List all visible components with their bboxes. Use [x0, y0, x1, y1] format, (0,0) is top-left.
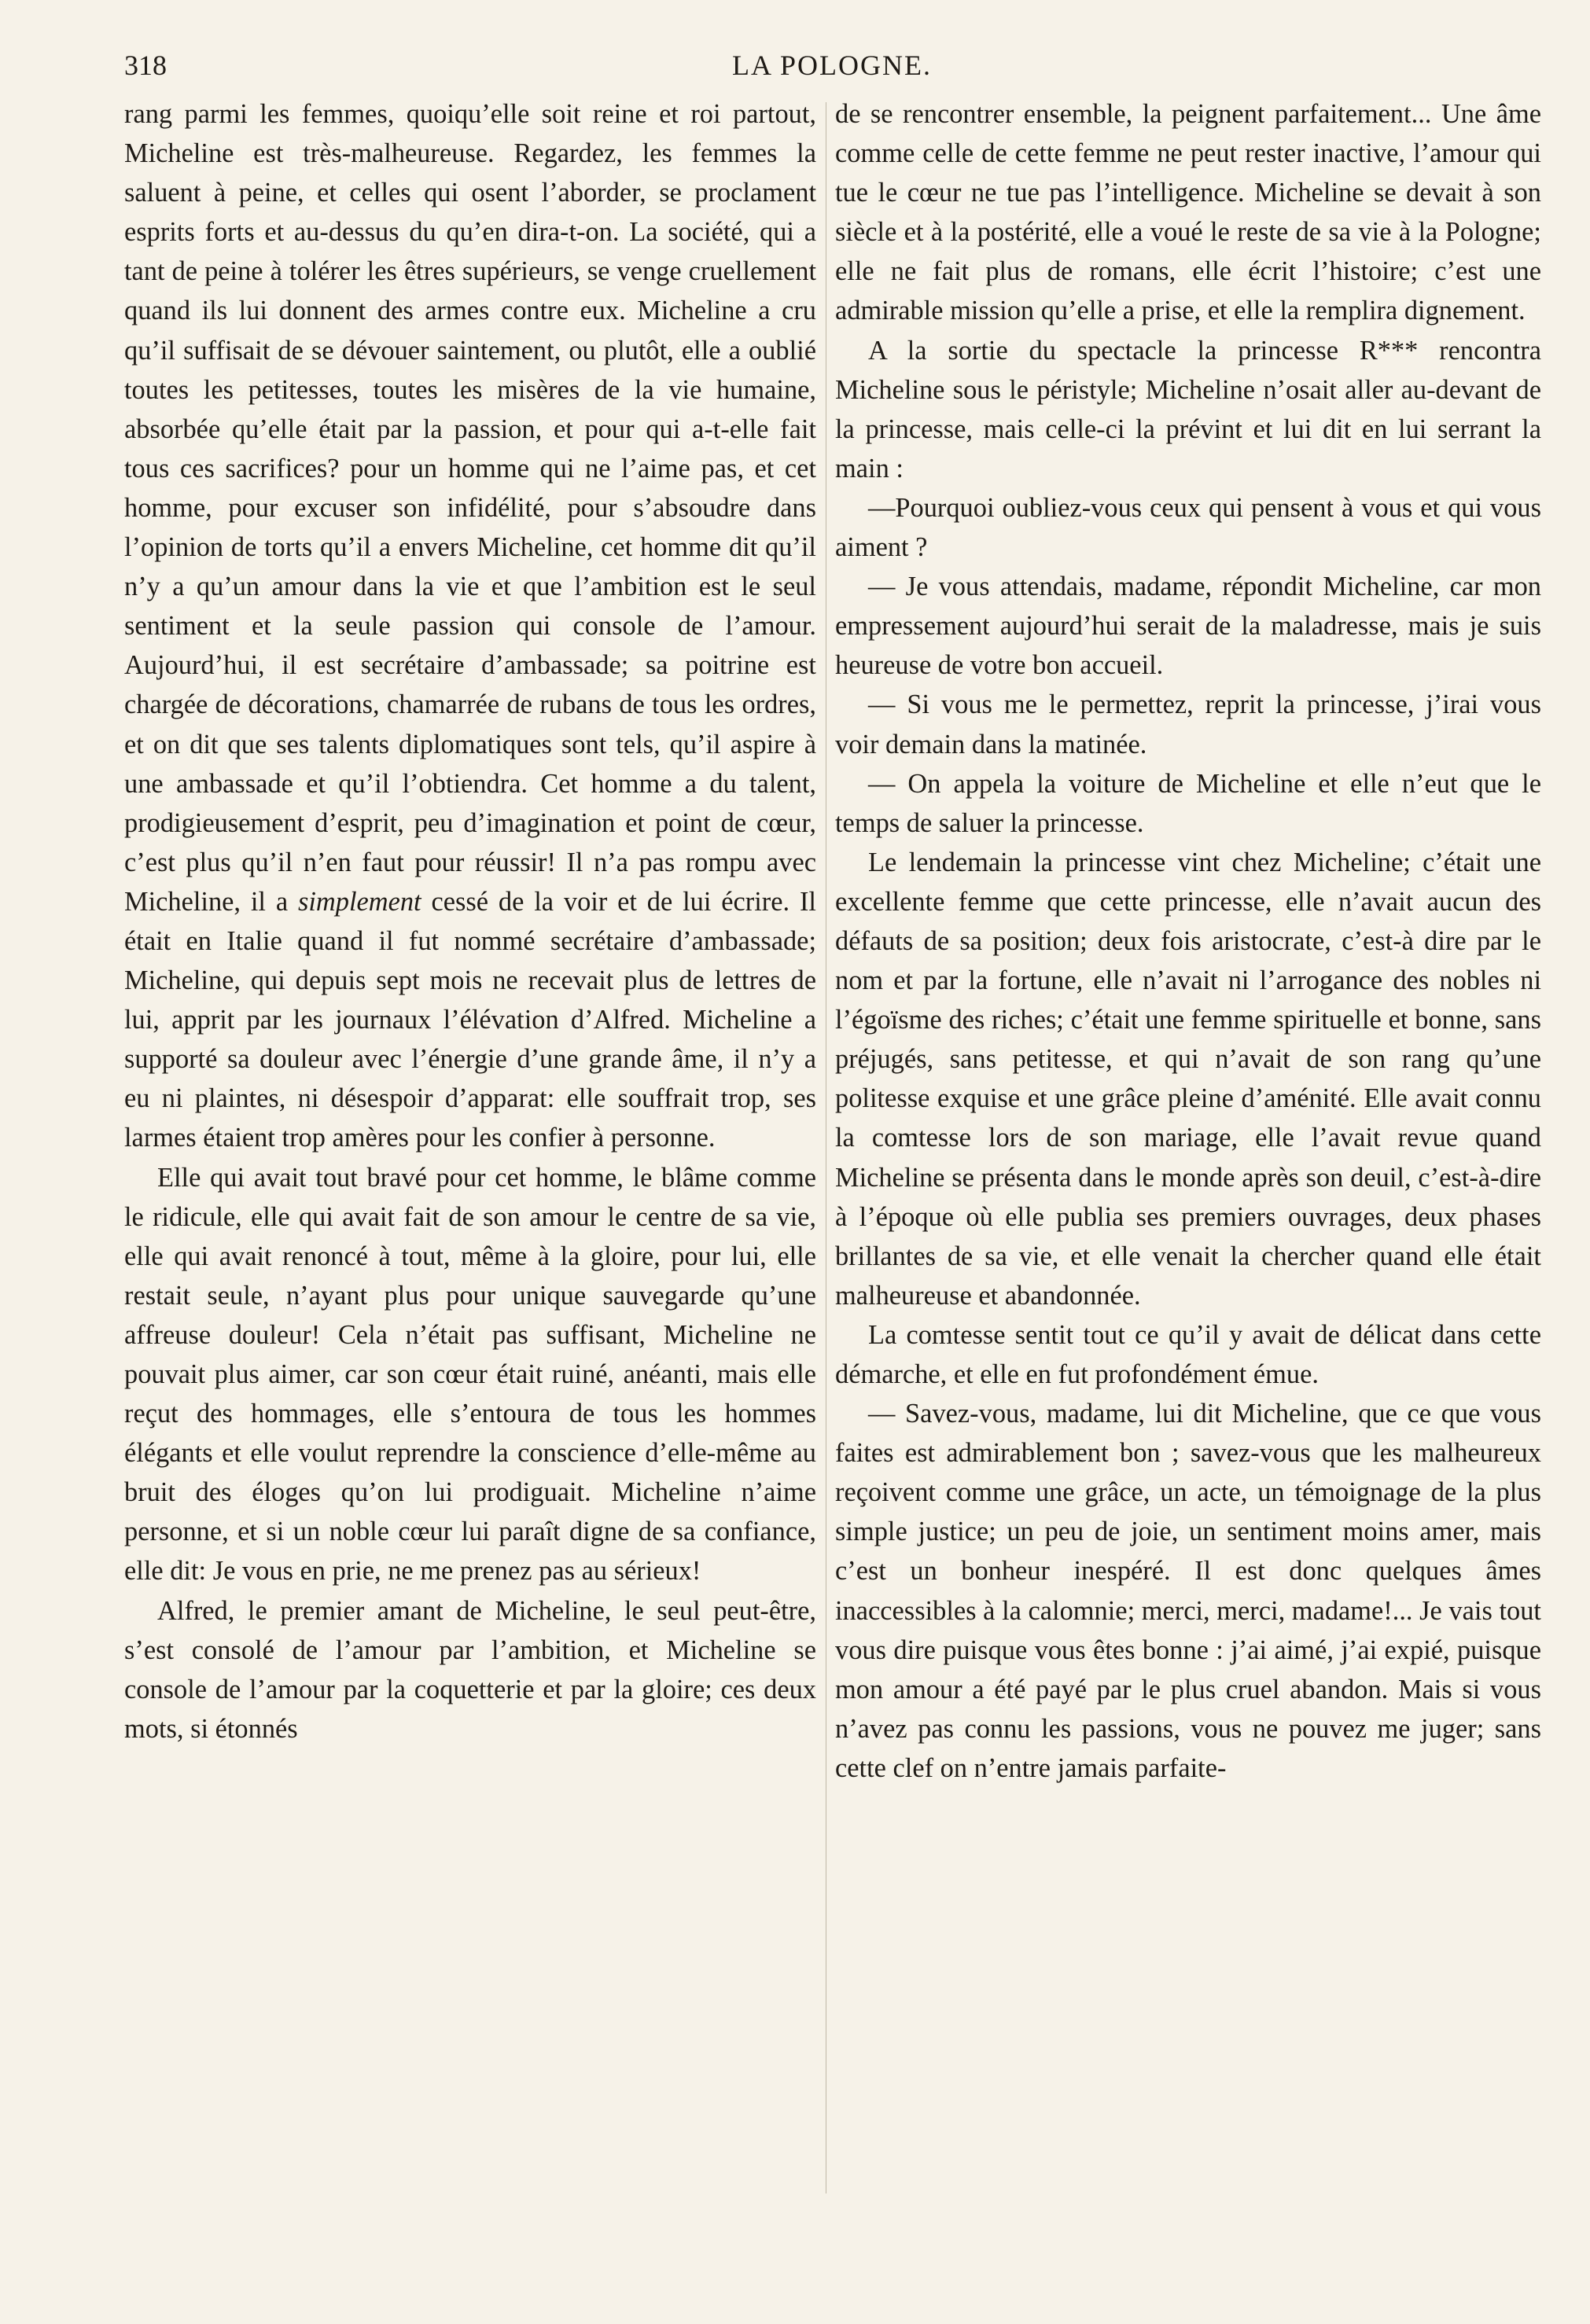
- paragraph: [835, 685, 1541, 763]
- paragraph: [835, 331, 1541, 488]
- text-run: Alfred, le premier amant de Micheline, le seul peut-être, s’est consolé de l’amour par l’ambition, et Micheline se console de l’amour par la coquetterie et par la gloire; ces deux mots, si étonnés: [124, 1595, 816, 1744]
- paragraph: [835, 843, 1541, 1315]
- text-run: Le lendemain la princesse vint chez Micheline; c’était une excellente femme que cette princesse, elle n’avait aucun des défauts de sa position; deux fois aristocrate, c’est-à dire par le nom et par la fortune, elle n’avait ni l’arrogance des nobles ni l’égoïsme des riches; c’était une femme spirituelle et bonne, sans préjugés, sans petitesse, et qui n’avait de son rang qu’une politesse exquise et une grâce pleine d’aménité. Elle avait connu la comtesse lors de son mariage, elle l’avait revue quand Micheline se présenta dans le monde après son deuil, c’est-à-dire à l’époque où elle publia ses premiers ouvrages, deux phases brillantes de sa vie, et elle venait la chercher quand elle était malheureuse et abandonnée.: [835, 847, 1541, 1311]
- paragraph: [835, 567, 1541, 685]
- running-title: LA POLOGNE.: [732, 50, 932, 81]
- paragraph: [835, 94, 1541, 331]
- text-run: A la sortie du spectacle la princesse R*** rencontra Micheline sous le péristyle; Micheline n’osait aller au-devant de la princesse, mais celle-ci la prévint et lui dit en lui serrant la main :: [835, 335, 1541, 484]
- page-number: 318: [124, 50, 167, 81]
- paragraph: [835, 1315, 1541, 1394]
- paragraph: [835, 1394, 1541, 1788]
- paragraph: [835, 488, 1541, 567]
- left-text-column: [124, 94, 816, 1749]
- paragraph: [124, 1591, 816, 1749]
- text-run: — Si vous me le permettez, reprit la princesse, j’irai vous voir demain dans la matinée.: [835, 689, 1541, 759]
- text-run: de se rencontrer ensemble, la peignent parfaitement... Une âme comme celle de cette femme ne peut rester inactive, l’amour qui tue le cœur ne tue pas l’intelligence. Micheline se devait à son siècle et à la postérité, elle a voué le reste de sa vie à la Pologne; elle ne fait plus de romans, elle écrit l’histoire; c’est une admirable mission qu’elle a prise, et elle la remplira dignement.: [835, 99, 1541, 326]
- text-run: — On appela la voiture de Micheline et elle n’eut que le temps de saluer la princesse.: [835, 768, 1541, 838]
- text-run: — Je vous attendais, madame, répondit Micheline, car mon empressement aujourd’hui serait de la maladresse, mais je suis heureuse de votre bon accueil.: [835, 572, 1541, 681]
- page-header: [124, 49, 1540, 88]
- text-run: — Savez-vous, madame, lui dit Micheline, que ce que vous faites est admirablement bon ; savez-vous que les malheureux reçoivent comme une grâce, un acte, un témoignage de la plus simple justice; un peu de joie, un sentiment moins amer, mais c’est un bonheur inespéré. Il est donc quelques âmes inaccessibles à la calomnie; merci, merci, madame!... Je vais tout vous dire puisque vous êtes bonne : j’ai aimé, j’ai expié, puisque mon amour a été payé par le plus cruel abandon. Mais si vous n’avez pas connu les passions, vous ne pouvez me juger; sans cette clef on n’entre jamais parfaite-: [835, 1399, 1541, 1783]
- emphasized-text: simplement: [297, 886, 421, 917]
- paragraph: [124, 94, 816, 1158]
- paragraph: [124, 1158, 816, 1591]
- text-run: cessé de la voir et de lui écrire. Il était en Italie quand il fut nommé secrétaire d’ambassade; Micheline, qui depuis sept mois ne recevait plus de lettres de lui, apprit par les journaux l’élévation d’Alfred. Micheline a supporté sa douleur avec l’énergie d’une grande âme, il n’y a eu ni plaintes, ni désespoir d’apparat: elle souffrait trop, ses larmes étaient trop amères pour les confier à personne.: [124, 886, 816, 1153]
- text-run: —Pourquoi oubliez-vous ceux qui pensent à vous et qui vous aiment ?: [835, 492, 1541, 563]
- text-run: Elle qui avait tout bravé pour cet homme, le blâme comme le ridicule, elle qui avait fait de son amour le centre de sa vie, elle qui avait renoncé à tout, même à la gloire, pour lui, elle restait seule, n’ayant plus pour unique sauvegarde qu’une affreuse douleur! Cela n’était pas suffisant, Micheline ne pouvait plus aimer, car son cœur était ruiné, anéanti, mais elle reçut des hommages, elle s’entoura de tous les hommes élégants et elle voulut reprendre la conscience d’elle-même au bruit des éloges qu’on lui prodiguait. Micheline n’aime personne, et si un noble cœur lui paraît digne de sa confiance, elle dit: Je vous en prie, ne me prenez pas au sérieux!: [124, 1162, 816, 1587]
- right-text-column: [835, 94, 1541, 1788]
- text-run: rang parmi les femmes, quoiqu’elle soit reine et roi partout, Micheline est très-malheureuse. Regardez, les femmes la saluent à peine, et celles qui osent l’aborder, se proclament esprits forts et au-dessus du qu’en dira-t-on. La société, qui a tant de peine à tolérer les êtres supérieurs, se venge cruellement quand ils lui donnent des armes contre eux. Micheline a cru qu’il suffisait de se dévouer saintement, ou plutôt, elle a oublié toutes les petitesses, toutes les misères de la vie humaine, absorbée qu’elle était par la passion, et pour qui a-t-elle fait tous ces sacrifices? pour un homme qui ne l’aime pas, et cet homme, pour excuser son infidélité, pour s’absoudre dans l’opinion de torts qu’il a envers Micheline, cet homme dit qu’il n’y a qu’un amour dans la vie et que l’ambition est le seul sentiment et la seule passion qui console de l’amour. Aujourd’hui, il est secrétaire d’ambassade; sa poitrine est chargée de décorations, chamarrée de rubans de tous les ordres, et on dit que ses talents diplomatiques sont tels, qu’il aspire à une ambassade et qu’il l’obtiendra. Cet homme a du talent, prodigieusement d’esprit, peu d’imagination et point de cœur, c’est plus qu’il n’en faut pour réussir! Il n’a pas rompu avec Micheline, il a: [124, 99, 816, 917]
- paragraph: [835, 764, 1541, 843]
- text-run: La comtesse sentit tout ce qu’il y avait de délicat dans cette démarche, et elle en fut profondément émue.: [835, 1319, 1541, 1389]
